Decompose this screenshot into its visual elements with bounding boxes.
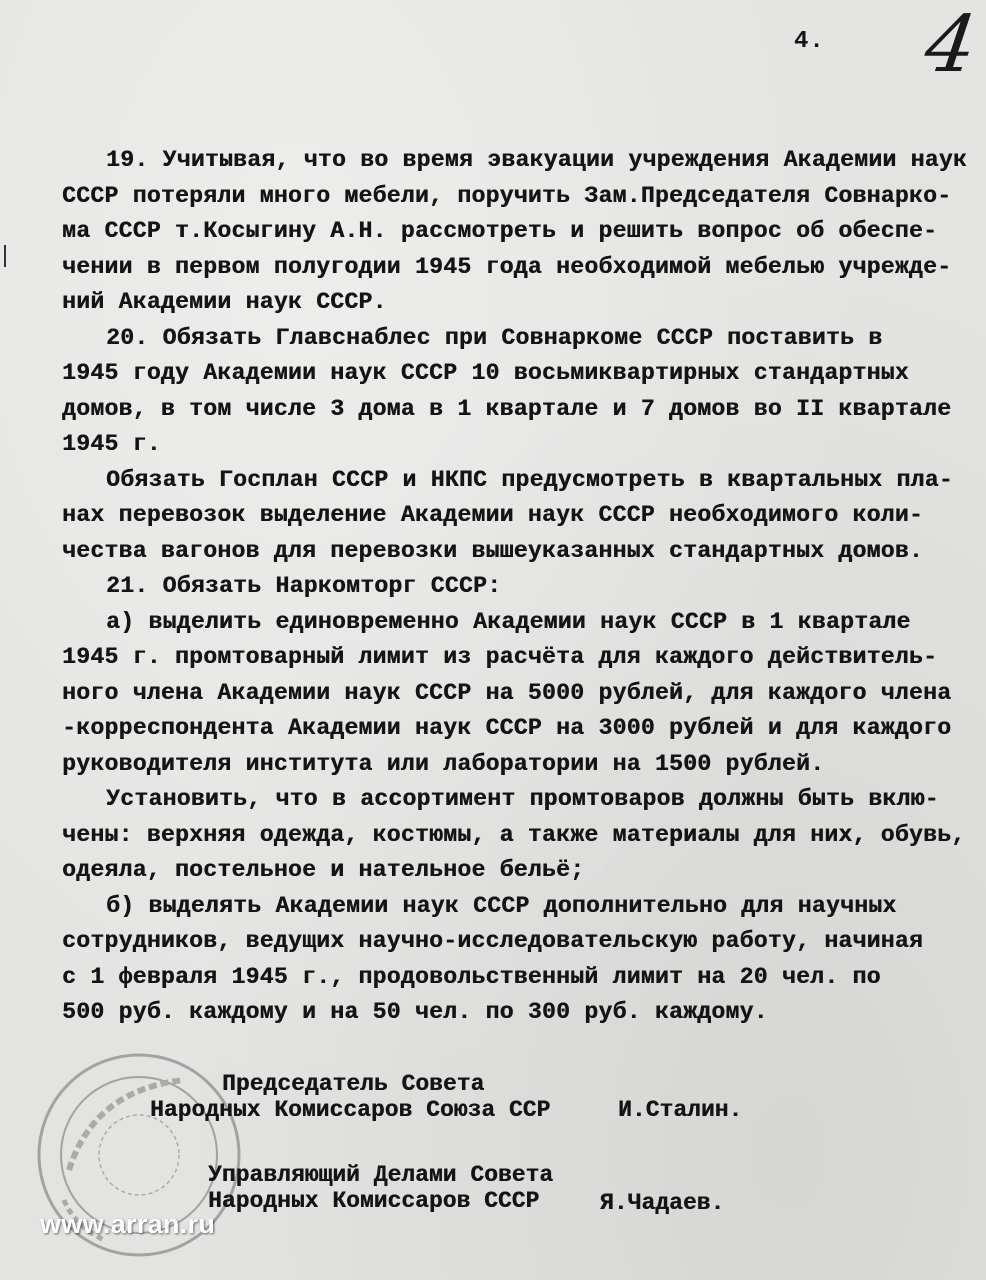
text-line: 1945 г. — [62, 431, 161, 457]
text-line: чества вагонов для перевозки вышеуказанных стандартных домов. — [62, 537, 924, 564]
text-line: 19. Учитывая, что во время эвакуации учреждения Академии наук — [106, 147, 968, 173]
chairman-name: И.Сталин. — [618, 1097, 743, 1123]
chairman-title-line2: Народных Комиссаров Союза ССР — [150, 1097, 551, 1123]
margin-mark — [4, 245, 6, 267]
handwritten-page-number: 4 — [919, 0, 982, 90]
text-line: 20. Обязать Главснаблес при Совнаркоме СССР поставить в — [106, 324, 883, 351]
chairman-title-line1: Председатель Совета — [222, 1071, 485, 1097]
text-line: СССР потеряли много мебели, поручить Зам.Председателя Совнарко- — [62, 182, 952, 209]
manager-title-line2: Народных Комиссаров СССР — [208, 1188, 540, 1214]
manager-name: Я.Чадаев. — [600, 1190, 725, 1216]
text-line: чении в первом полугодии 1945 года необходимой мебелью учрежде- — [62, 253, 952, 280]
text-line: -корреспондента Академии наук СССР на 3000 рублей и для каждого — [62, 715, 952, 741]
document-body — [62, 143, 972, 1031]
text-line: 1945 году Академии наук СССР 10 восьмиквартирных стандартных — [62, 360, 909, 386]
text-line: руководителя института или лаборатории на 1500 рублей. — [62, 750, 825, 777]
text-line: домов, в том числе 3 дома в 1 квартале и 7 домов во II квартале — [62, 395, 952, 422]
text-line: ного члена Академии наук СССР на 5000 рублей, для каждого члена — [62, 679, 952, 706]
text-line: Установить, что в ассортимент промтоваров должны быть вклю- — [106, 786, 939, 812]
text-line: б) выделять Академии наук СССР дополнительно для научных — [106, 892, 897, 919]
website-watermark: www.arran.ru — [40, 1209, 216, 1239]
page-number: 4. — [794, 28, 825, 55]
text-line: с 1 февраля 1945 г., продовольственный лимит на 20 чел. по — [62, 963, 881, 990]
text-line: Обязать Госплан СССР и НКПС предусмотреть в квартальных пла- — [106, 466, 953, 493]
text-line: 1945 г. промтоварный лимит из расчёта для каждого действитель- — [62, 644, 938, 670]
text-line: ний Академии наук СССР. — [62, 289, 387, 315]
text-line: нах перевозок выделение Академии наук СССР необходимого коли- — [62, 502, 924, 528]
manager-title-line1: Управляющий Делами Совета — [208, 1162, 554, 1188]
text-line: сотрудников, ведущих научно-исследовательскую работу, начиная — [62, 928, 924, 954]
text-line: а) выделить единовременно Академии наук СССР в 1 квартале — [106, 608, 911, 635]
text-line: ма СССР т.Косыгину А.Н. рассмотреть и решить вопрос об обеспе- — [62, 218, 938, 244]
text-line: 500 руб. каждому и на 50 чел. по 300 руб. каждому. — [62, 999, 768, 1025]
text-line: чены: верхняя одежда, костюмы, а также материалы для них, обувь, — [62, 821, 966, 848]
text-line: одеяла, постельное и нательное бельё; — [62, 857, 585, 883]
text-line: 21. Обязать Наркомторг СССР: — [106, 573, 502, 599]
